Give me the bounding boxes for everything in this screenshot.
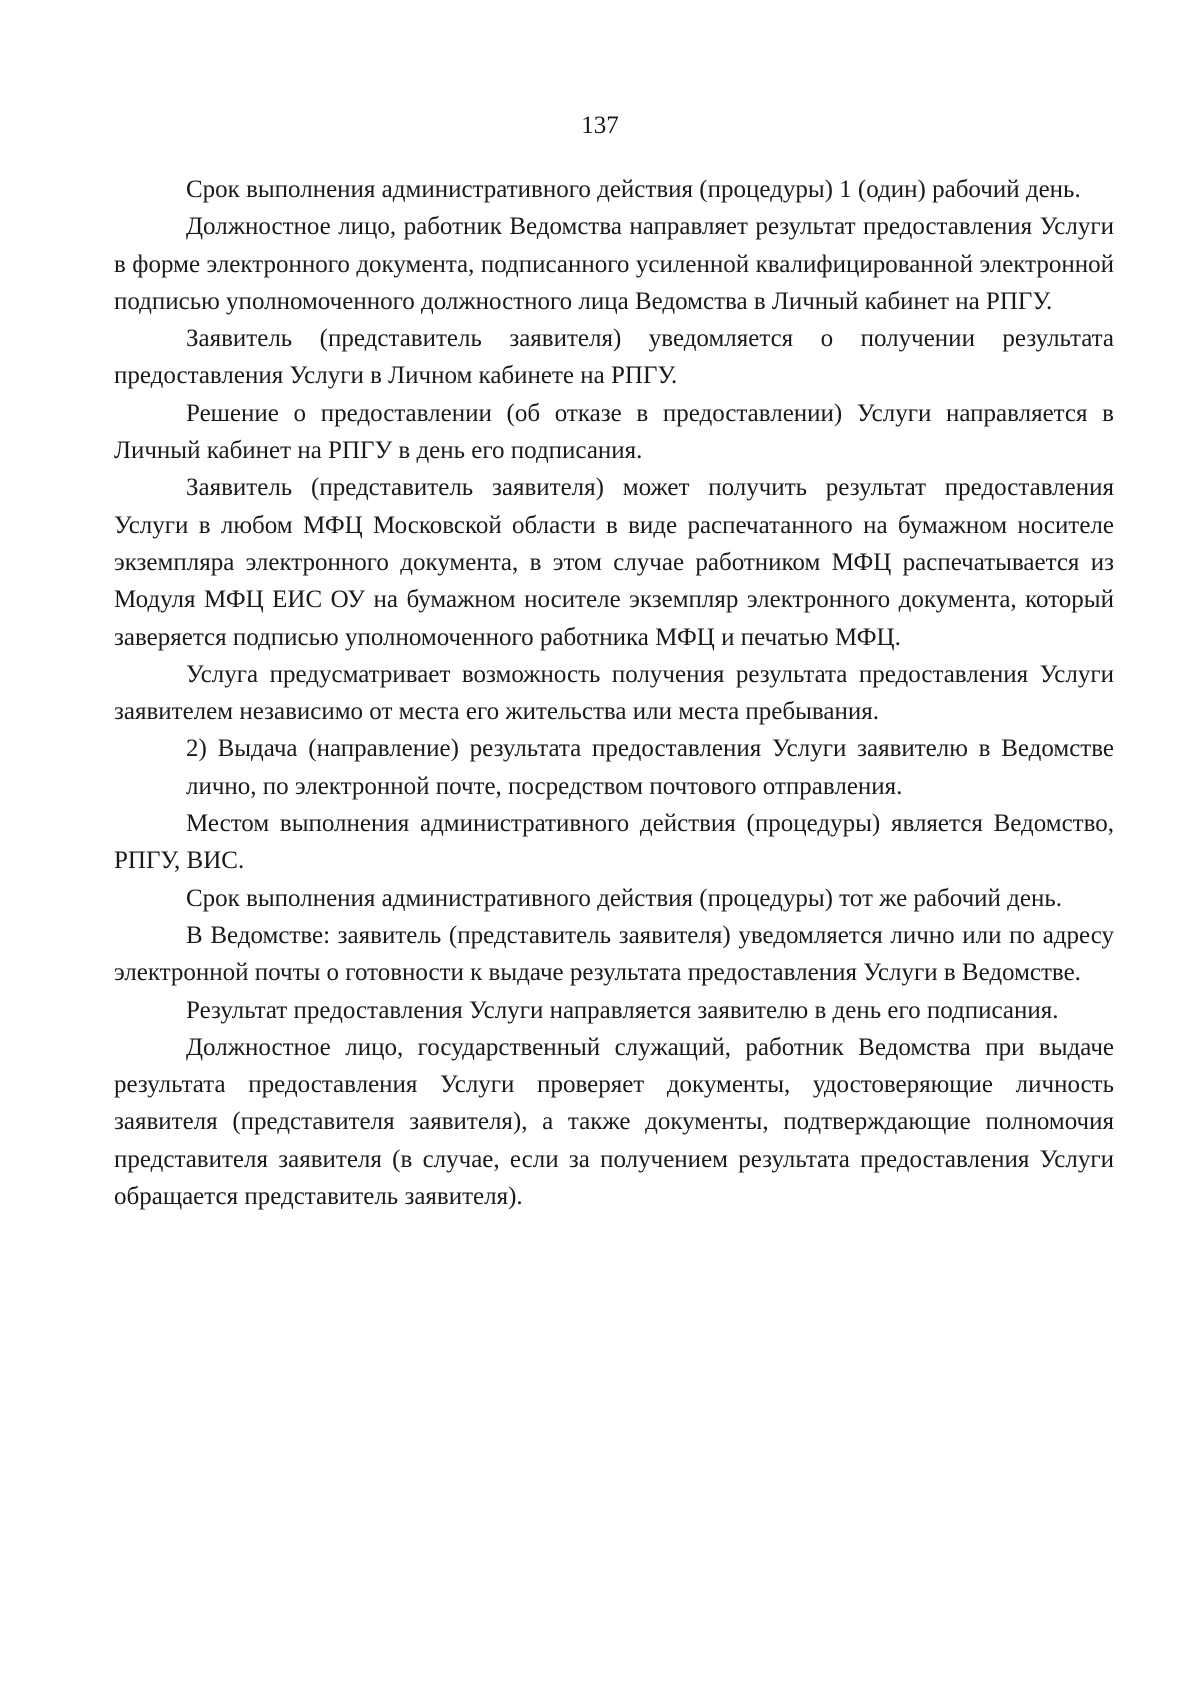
- paragraph: Должностное лицо, работник Ведомства направляет результат предоставления Услуги в форме электронного документа, подписанного усиленной квалифицированной электронной подписью уполномоченного должностного лица Ведомства в Личный кабинет на РПГУ.: [114, 213, 1114, 315]
- paragraph: В Ведомстве: заявитель (представитель заявителя) уведомляется лично или по адресу электронной почты о готовности к выдаче результата предоставления Услуги в Ведомстве.: [114, 921, 1114, 987]
- paragraph: Срок выполнения административного действия (процедуры) 1 (один) рабочий день.: [186, 176, 1081, 203]
- page-number: 137: [581, 112, 619, 139]
- list-item-paragraph: 2) Выдача (направление) результата предоставления Услуги заявителю в Ведомстве лично, по электронной почте, посредством почтового отправления.: [186, 735, 1114, 800]
- paragraph: Заявитель (представитель заявителя) может получить результат предоставления Услуги в любом МФЦ Московской области в виде распечатанного на бумажном носителе экземпляра электронного документа, в этом случае работником МФЦ распечатывается из Модуля МФЦ ЕИС ОУ на бумажном носителе экземпляр электронного документа, который заверяется подписью уполномоченного работника МФЦ и печатью МФЦ.: [114, 474, 1114, 651]
- paragraph: Местом выполнения административного действия (процедуры) является Ведомство, РПГУ, ВИС.: [114, 810, 1114, 875]
- paragraph: Результат предоставления Услуги направляется заявителю в день его подписания.: [186, 996, 1059, 1024]
- paragraph: Услуга предусматривает возможность получения результата предоставления Услуги заявителем независимо от места его жительства или места пребывания.: [114, 660, 1114, 726]
- body-text: [114, 171, 1114, 1215]
- paragraph: Решение о предоставлении (об отказе в предоставлении) Услуги направляется в Личный кабинет на РПГУ в день его подписания.: [114, 399, 1114, 465]
- paragraph: Заявитель (представитель заявителя) уведомляется о получении результата предоставления Услуги в Личном кабинете на РПГУ.: [114, 325, 1114, 390]
- paragraph: Должностное лицо, государственный служащий, работник Ведомства при выдаче результата предоставления Услуги проверяет документы, удостоверяющие личность заявителя (представителя заявителя), а также документы, подтверждающие полномочия представителя заявителя (в случае, если за получением результата предоставления Услуги обращается представитель заявителя).: [114, 1033, 1114, 1211]
- paragraph: Срок выполнения административного действия (процедуры) тот же рабочий день.: [186, 884, 1063, 912]
